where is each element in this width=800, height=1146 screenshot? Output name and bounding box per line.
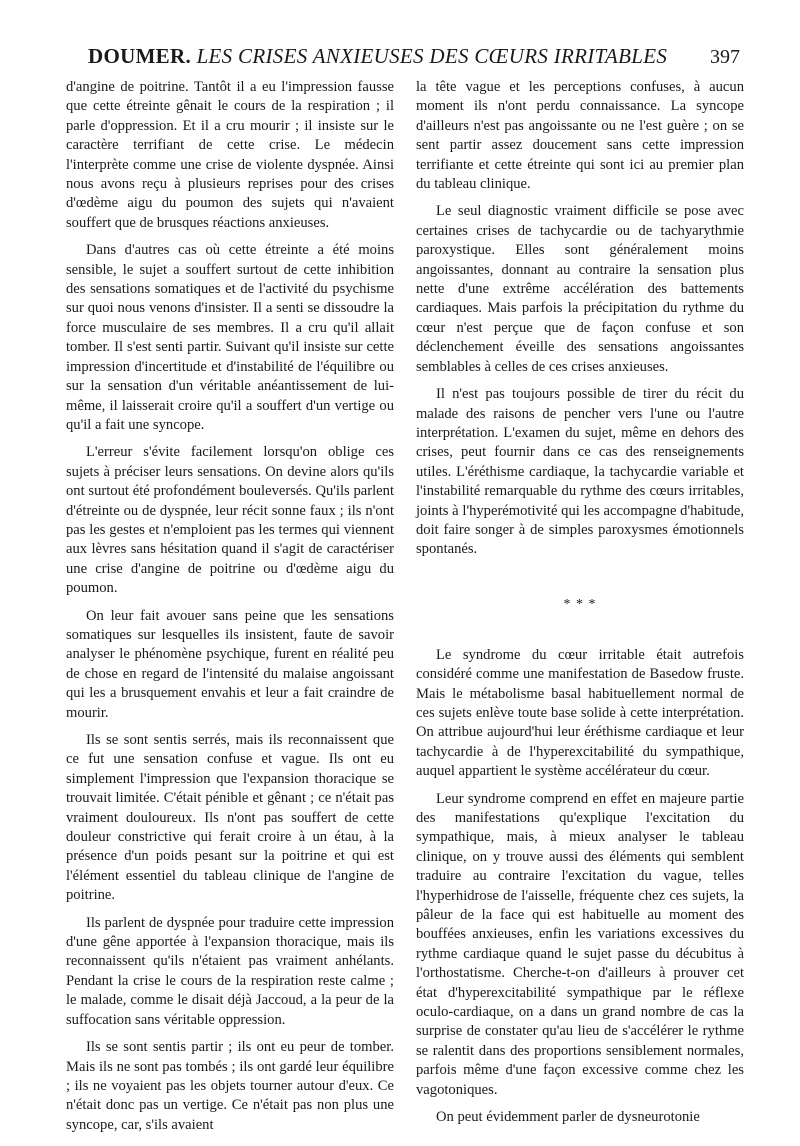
- paragraph: L'erreur s'évite facilement lorsqu'on oblige ces sujets à préciser leurs sensations. On devine alors qu'ils ont surtout été profondément bouleversés. Qu'ils parlent d'étreinte ou de dyspnée, leur récit sonne faux ; ils n'ont pas les gestes et n'emploient pas les termes qui viennent aux lèvres sans hésitation quand il s'agit de caractériser une crise d'angine de poitrine ou d'œdème aigu du poumon.: [66, 444, 394, 597]
- paragraph: la tête vague et les perceptions confuses, à aucun moment ils n'ont perdu connaissance. La syncope d'ailleurs n'est pas angoissante ou ne l'est guère ; on se sent partir assez doucement sans cette impression terrifiante et cette étreinte qui sont ici au premier plan du tableau clinique.: [416, 79, 744, 193]
- paragraph: Ils se sont sentis serrés, mais ils reconnaissent que ce fut une sensation confuse et vague. Ils ont eu simplement l'impression que l'expansion thoracique se trouvait limitée. C'était pénible et gênant ; ce n'était pas vraiment douloureux. Ils n'ont pas souffert de cette douleur constrictive qui ferait croire à un étau, à la présence d'un poids pesant sur la poitrine et qui est l'élément essentiel du tableau clinique de l'angine de poitrine.: [66, 732, 394, 904]
- page-number: 397: [710, 46, 740, 68]
- right-column: [416, 78, 744, 1128]
- paragraph: Ils parlent de dyspnée pour traduire cette impression d'une gêne apportée à l'expansion thoracique, mais ils reconnaissent qu'ils n'étaient pas vraiment anhélants. Pendant la crise le cours de la respiration reste calme ; le malade, comme le disait déjà Jaccoud, a la peur de la suffocation sans véritable oppression.: [66, 914, 394, 1028]
- paragraph: Leur syndrome comprend en effet en majeure partie des manifestations qu'explique l'excitation du sympathique, mais, à mieux analyser le tableau clinique, on y trouve aussi des éléments qui semblent traduire au contraire l'excitation du vague, telles l'hyperhidrose de l'aisselle, fréquente chez ces sujets, la pâleur de la face qui est habituelle au moment des bouffées anxieuses, enfin les variations excessives du rythme cardiaque quand le sujet passe du décubitus à l'orthostatisme. Cherche-t-on d'ailleurs à prouver cet état d'hyperexcitabilité sympathique par le réflexe oculo-cardiaque, on a dans un grand nombre de cas la surprise de constater qu'au lieu de s'accélérer le rythme se ralentit dans des proportions sensiblement normales, parfois même d'une façon excessive comme chez les vagotoniques.: [416, 790, 744, 1098]
- paragraph: Le syndrome du cœur irritable était autrefois considéré comme une manifestation de Basedow fruste. Mais le métabolisme basal habituellement normal de ces sujets enlève toute base solide à cette interprétation. On attribue aujourd'hui leur éréthisme cardiaque et leur tachycardie à de l'hyperexcitabilité du sympathique, auquel appartient le système accélérateur du cœur.: [416, 646, 744, 780]
- header-author: DOUMER.: [88, 44, 192, 68]
- header-work-title: LES CRISES ANXIEUSES DES CŒURS IRRITABLES: [196, 44, 668, 68]
- left-column: [66, 78, 394, 1135]
- paragraph: Le seul diagnostic vraiment difficile se pose avec certaines crises de tachycardie ou de tachyarythmie paroxystique. Elles sont généralement moins angoissantes, donnant au contraire la sensation plus nette d'une extrême accélération des battements cardiaques. Mais parfois la précipitation du rythme du cœur n'est perçue que de façon confuse et son déclenchement éveille des sensations angoissantes semblables à celles de ces crises anxieuses.: [416, 203, 744, 375]
- paragraph: On leur fait avouer sans peine que les sensations somatiques sur lesquelles ils insistent, faute de savoir analyser le phénomène psychique, furent en réalité peu de chose en regard de l'intensité du malaise angoissant qui les a brusquement envahis et leur a fait craindre de mourir.: [66, 607, 394, 721]
- running-header: [68, 44, 740, 74]
- running-title: [88, 44, 667, 69]
- paragraph: Il n'est pas toujours possible de tirer du récit du malade des raisons de pencher vers l'une ou l'autre interprétation. L'examen du sujet, même en dehors des crises, peut fournir dans ce cas des renseignements utiles. L'éréthisme cardiaque, la tachycardie variable et l'instabilité remarquable du rythme des cœurs irritables, joints à l'hyperémotivité qui les accompagne d'habitude, doit faire songer à de simples paroxysmes émotionnels spontanés.: [416, 386, 744, 558]
- paragraph: d'angine de poitrine. Tantôt il a eu l'impression fausse que cette étreinte gênait le cours de la respiration ; il parle d'oppression. Et il a cru mourir ; il insiste sur le caractère terrifiant de cette crise. Le médecin l'interprète comme une crise de violente dyspnée. Ainsi nous avons reçu à plusieurs reprises pour des crises d'œdème aigu du poumon des sujets qui n'avaient souffert que de brusques réactions anxieuses.: [66, 79, 394, 231]
- paragraph: On peut évidemment parler de dysneurotonie: [436, 1109, 700, 1126]
- paragraph: Dans d'autres cas où cette étreinte a été moins sensible, le sujet a souffert surtout de cette inhibition des sensations somatiques et de l'activité du psychisme sur quoi nous venons d'insister. Il a senti se dissoudre la force musculaire de ses membres. Il a cru qu'il allait tomber. Il s'est senti partir. Suivant qu'il insiste sur cette impression d'incertitude et d'instabilité de l'équilibre ou sur la sensation d'un véritable anéantissement de lui-même, il laisserait croire qu'il a souffert d'un vertige ou qu'il a fait une syncope.: [66, 242, 394, 433]
- section-separator-asterisks: * * *: [563, 596, 597, 612]
- paragraph: Ils se sont sentis partir ; ils ont eu peur de tomber. Mais ils ne sont pas tombés ; ils ont gardé leur équilibre ; ils ne voyaient pas les objets tourner autour d'eux. Ce n'était donc pas un vertige. Ce n'était pas non plus une syncope, car, s'ils avaient: [66, 1039, 394, 1133]
